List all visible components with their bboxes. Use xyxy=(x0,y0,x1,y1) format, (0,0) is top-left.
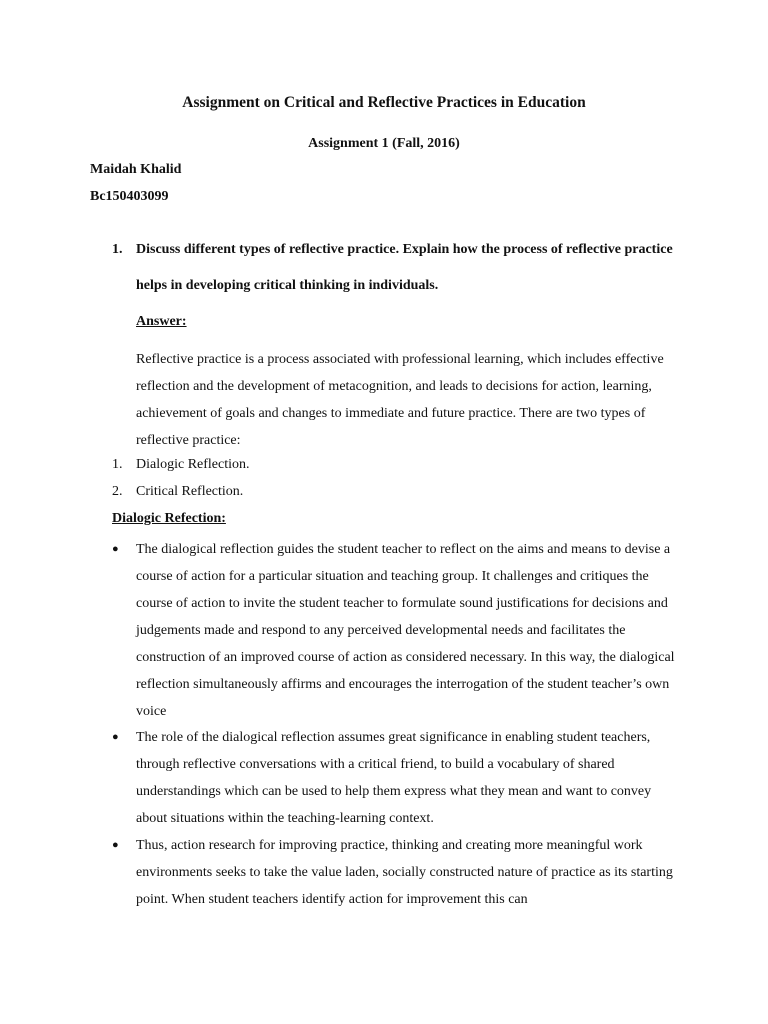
author-name: Maidah Khalid xyxy=(90,162,182,177)
reflection-type-number: 1. xyxy=(112,457,123,472)
bullet-text: The dialogical reflection guides the student teacher to reflect on the aims and means to devise a course of action for a particular situation and teaching group. It challenges and critiques the course of action to invite the student teacher to formulate sound justifications for decisions and judgements made and respond to any perceived developmental needs and facilitates the construction of an improved course of action as considered necessary. In this way, the dialogical reflection simultaneously affirms and encourages the interrogation of the student teacher’s own voice xyxy=(136,542,675,719)
answer-intro-paragraph: Reflective practice is a process associated with professional learning, which includes effective reflection and the development of metacognition, and leads to decisions for action, learning, achievement of goals and changes to immediate and future practice. There are two types of reflective practice: xyxy=(136,352,664,448)
bullet-text: Thus, action research for improving practice, thinking and creating more meaningful work environments seeks to take the value laden, socially constructed nature of practice as its starting point. When student teachers identify action for improvement this can xyxy=(136,838,673,907)
reflection-type-label: Critical Reflection. xyxy=(136,484,244,499)
bullet-icon: ● xyxy=(112,731,119,743)
reflection-type-number: 2. xyxy=(112,484,123,499)
bullet-icon: ● xyxy=(112,543,119,555)
bullet-item xyxy=(112,832,682,913)
reflection-type-label: Dialogic Reflection. xyxy=(136,457,250,472)
bullet-item xyxy=(112,724,682,832)
section-heading: Dialogic Refection: xyxy=(112,511,226,526)
reflection-type-item xyxy=(112,455,250,475)
bullet-text: The role of the dialogical reflection assumes great significance in enabling student teachers, through reflective conversations with a critical friend, to build a vocabulary of shared understandings which can be used to help them express what they mean and want to convey about situations within the teaching-learning context. xyxy=(136,730,652,826)
student-id: Bc150403099 xyxy=(90,189,169,204)
answer-label: Answer: xyxy=(136,314,187,329)
question-number: 1. xyxy=(112,242,123,257)
document-title: Assignment on Critical and Reflective Practices in Education xyxy=(182,94,586,111)
bullet-item xyxy=(112,536,682,725)
bullet-icon: ● xyxy=(112,839,119,851)
assignment-subtitle: Assignment 1 (Fall, 2016) xyxy=(308,136,460,151)
question-text: Discuss different types of reflective practice. Explain how the process of reflective practice helps in developing critical thinking in individuals. xyxy=(136,242,673,293)
reflection-type-item xyxy=(112,482,243,502)
